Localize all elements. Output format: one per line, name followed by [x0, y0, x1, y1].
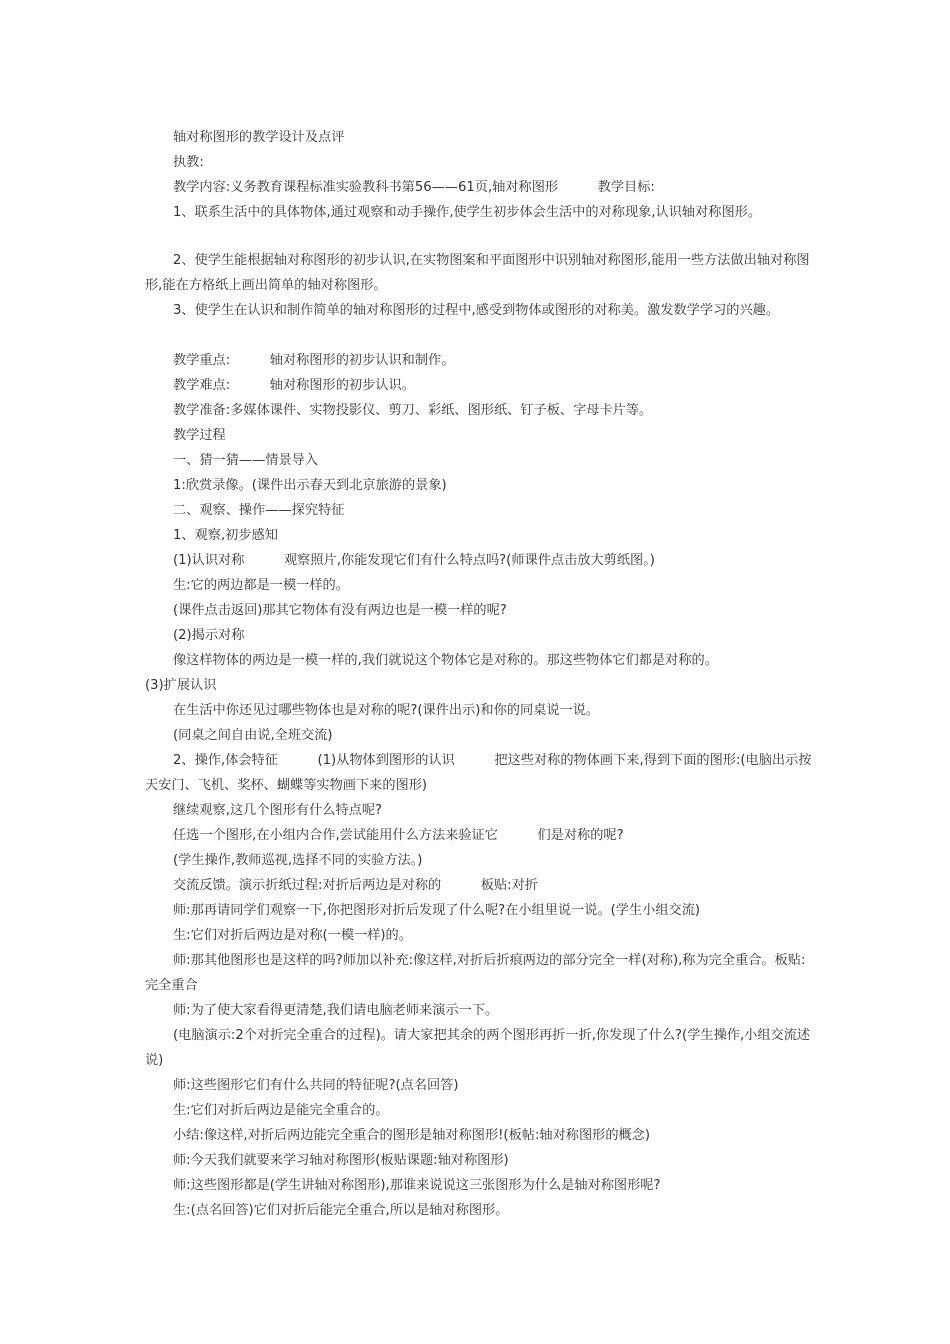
- paragraph: 生:它的两边都是一模一样的。: [173, 578, 349, 593]
- paragraph: 师:今天我们就要来学习轴对称图形(板贴课题:轴对称图形): [173, 1153, 509, 1168]
- paragraph: 生:它们对折后两边是对称(一模一样)的。: [173, 928, 412, 943]
- teaching-content: 教学内容:义务教育课程标准实验教科书第56——61页,轴对称图形 教学目标:: [173, 180, 655, 195]
- section-heading: 教学过程: [173, 428, 226, 443]
- difficult-point: 教学难点: 轴对称图形的初步认识。: [173, 378, 415, 393]
- paragraph: 像这样物体的两边是一模一样的,我们就说这个物体它是对称的。那这些物体它们都是对称的。: [173, 653, 718, 668]
- step-1-heading: 一、猜一猜——情景导入: [173, 453, 319, 468]
- paragraph: (课件点击返回)那其它物体有没有两边也是一模一样的呢?: [173, 603, 507, 618]
- paragraph: (2)揭示对称: [173, 628, 245, 643]
- paragraph: (1)认识对称 观察照片,你能发现它们有什么特点吗?(师课件点击放大剪纸图。): [173, 553, 655, 568]
- paragraph: 生:它们对折后两边是能完全重合的。: [173, 1103, 389, 1118]
- paragraph: 师:那其他图形也是这样的吗?师加以补充:像这样,对折后折痕两边的部分完全一样(对称),称为完全重合。板贴:完全重合: [145, 953, 806, 993]
- document-title: 轴对称图形的教学设计及点评: [173, 130, 345, 145]
- paragraph: 2、操作,体会特征 (1)从物体到图形的认识 把这些对称的物体画下来,得到下面的图形:(电脑出示按天安门、飞机、奖杯、蝴蝶等实物画下来的图形): [145, 753, 812, 793]
- paragraph: (同桌之间自由说,全班交流): [173, 728, 333, 743]
- paragraph: 师:为了使大家看得更清楚,我们请电脑老师来演示一下。: [173, 1003, 499, 1018]
- paragraph: 1:欣赏录像。(课件出示春天到北京旅游的景象): [173, 478, 447, 493]
- paragraph: 任选一个图形,在小组内合作,尝试能用什么方法来验证它 们是对称的呢?: [173, 828, 624, 843]
- paragraph: 继续观察,这几个图形有什么特点呢?: [173, 803, 383, 818]
- goal-2: 2、使学生能根据轴对称图形的初步认识,在实物图案和平面图形中识别轴对称图形,能用一些方法做出轴对称图形,能在方格纸上画出简单的轴对称图形。: [145, 253, 810, 293]
- goal-3: 3、使学生在认识和制作简单的轴对称图形的过程中,感受到物体或图形的对称美。激发数学学习的兴趣。: [173, 303, 780, 318]
- goal-1: 1、联系生活中的具体物体,通过观察和动手操作,使学生初步体会生活中的对称现象,认识轴对称图形。: [173, 205, 762, 220]
- paragraph: 师:这些图形它们有什么共同的特征呢?(点名回答): [173, 1078, 459, 1093]
- paragraph: 生:(点名回答)它们对折后能完全重合,所以是轴对称图形。: [173, 1203, 509, 1218]
- paragraph: 交流反馈。演示折纸过程:对折后两边是对称的 板贴:对折: [173, 878, 538, 893]
- paragraph: (3)扩展认识: [145, 678, 217, 693]
- paragraph: 在生活中你还见过哪些物体也是对称的呢?(课件出示)和你的同桌说一说。: [173, 703, 600, 718]
- paragraph: (学生操作,教师巡视,选择不同的实验方法。): [173, 853, 423, 868]
- key-point: 教学重点: 轴对称图形的初步认识和制作。: [173, 353, 455, 368]
- paragraph: 师:这些图形都是(学生讲轴对称图形),那谁来说说这三张图形为什么是轴对称图形呢?: [173, 1178, 661, 1193]
- paragraph: (电脑演示:2个对折完全重合的过程)。请大家把其余的两个图形再折一折,你发现了什么?(学生操作,小组交流述说): [145, 1028, 811, 1068]
- teacher-line: 执教:: [173, 155, 204, 170]
- preparation: 教学准备:多媒体课件、实物投影仪、剪刀、彩纸、图形纸、钉子板、字母卡片等。: [173, 403, 653, 418]
- paragraph: 1、观察,初步感知: [173, 528, 278, 543]
- paragraph: 小结:像这样,对折后两边能完全重合的图形是轴对称图形!(板帖:轴对称图形的概念): [173, 1128, 651, 1143]
- paragraph: 师:那再请同学们观察一下,你把图形对折后发现了什么呢?在小组里说一说。(学生小组交流): [173, 903, 701, 918]
- step-2-heading: 二、观察、操作——探究特征: [173, 503, 345, 518]
